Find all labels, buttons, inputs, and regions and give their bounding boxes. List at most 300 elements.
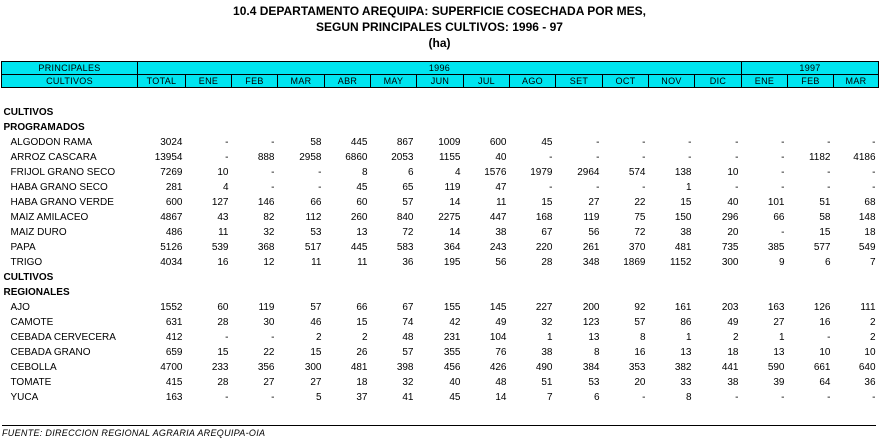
value-cell: 28 <box>217 377 229 388</box>
table-row <box>2 165 879 180</box>
crop-name: AJO <box>10 302 30 313</box>
header-month: MAR <box>278 75 325 88</box>
value-cell: 261 <box>582 242 600 253</box>
value-cell: - <box>271 392 275 403</box>
table-row <box>2 300 879 315</box>
value-cell: 447 <box>489 212 507 223</box>
crop-name: YUCA <box>10 392 39 403</box>
table-row <box>2 225 879 240</box>
value-cell: 57 <box>310 302 322 313</box>
value-cell: 150 <box>674 212 692 223</box>
value-cell: 385 <box>767 242 785 253</box>
value-cell: 2964 <box>577 167 600 178</box>
value-cell: 112 <box>305 212 322 223</box>
value-cell: 27 <box>310 377 322 388</box>
value-cell: - <box>781 137 785 148</box>
table-row <box>2 360 879 375</box>
crop-name: TOMATE <box>10 377 52 388</box>
value-cell: 7269 <box>160 167 183 178</box>
value-cell: 119 <box>258 302 275 313</box>
table-row <box>2 180 879 195</box>
value-cell: - <box>827 332 831 343</box>
value-cell: 364 <box>443 242 461 253</box>
value-cell: 18 <box>727 347 739 358</box>
value-cell: 123 <box>582 317 600 328</box>
value-cell: - <box>872 137 876 148</box>
value-cell: 57 <box>402 347 414 358</box>
value-cell: 4034 <box>160 257 183 268</box>
value-cell: 16 <box>634 347 646 358</box>
value-cell: 18 <box>864 227 876 238</box>
value-cell: 75 <box>634 212 646 223</box>
value-cell: 231 <box>443 332 461 343</box>
header-month: MAR <box>834 75 879 88</box>
value-cell: - <box>225 392 229 403</box>
value-cell: - <box>688 137 692 148</box>
value-cell: 243 <box>489 242 507 253</box>
value-cell: 353 <box>628 362 646 373</box>
crop-name: PAPA <box>10 242 36 253</box>
value-cell: 58 <box>819 212 831 223</box>
header-month: FEB <box>232 75 278 88</box>
value-cell: - <box>781 227 785 238</box>
crop-name: CEBADA GRANO <box>10 347 91 358</box>
header-month: DIC <box>695 75 742 88</box>
table-title-line2: SEGUN PRINCIPALES CULTIVOS: 1996 - 97 <box>316 20 563 34</box>
value-cell: 574 <box>628 167 646 178</box>
table-row <box>2 315 879 330</box>
header-principales: PRINCIPALES <box>2 62 138 75</box>
value-cell: 46 <box>310 317 322 328</box>
value-cell: 296 <box>721 212 739 223</box>
table-row <box>2 255 879 270</box>
value-cell: 4186 <box>853 152 876 163</box>
header-month: OCT <box>603 75 649 88</box>
value-cell: 68 <box>864 197 876 208</box>
value-cell: 20 <box>727 227 739 238</box>
table-row <box>2 240 879 255</box>
value-cell: 13 <box>773 347 785 358</box>
value-cell: 7 <box>546 392 553 403</box>
value-cell: 36 <box>864 377 876 388</box>
value-cell: 32 <box>263 227 275 238</box>
value-cell: - <box>735 392 739 403</box>
value-cell: 355 <box>443 347 461 358</box>
value-cell: 66 <box>310 197 322 208</box>
crop-name: CAMOTE <box>10 317 54 328</box>
crop-name: CEBOLLA <box>10 362 57 373</box>
value-cell: 13954 <box>154 152 183 163</box>
value-cell: 1576 <box>484 167 507 178</box>
table-unit: (ha) <box>428 36 451 50</box>
value-cell: 36 <box>402 257 414 268</box>
value-cell: 15 <box>356 317 368 328</box>
header-cultivos: CULTIVOS <box>2 75 138 88</box>
section-header-row <box>2 285 879 300</box>
table-title-line1: 10.4 DEPARTAMENTO AREQUIPA: SUPERFICIE COSECHADA POR MES, <box>233 4 646 18</box>
value-cell: 203 <box>721 302 739 313</box>
value-cell: 27 <box>588 197 600 208</box>
header-month: ENE <box>742 75 788 88</box>
value-cell: 445 <box>350 137 368 148</box>
value-cell: 7 <box>869 257 876 268</box>
value-cell: 11 <box>357 257 368 268</box>
value-cell: 1152 <box>669 257 692 268</box>
value-cell: 8 <box>593 347 600 358</box>
value-cell: 2275 <box>438 212 461 223</box>
value-cell: - <box>827 392 831 403</box>
header-row-years <box>2 62 879 75</box>
value-cell: 111 <box>860 302 876 313</box>
value-cell: 2958 <box>299 152 322 163</box>
value-cell: - <box>225 152 229 163</box>
value-cell: 22 <box>263 347 275 358</box>
value-cell: 1 <box>546 332 553 343</box>
value-cell: 20 <box>634 377 646 388</box>
value-cell: - <box>781 392 785 403</box>
table-row <box>2 375 879 390</box>
value-cell: 45 <box>449 392 461 403</box>
value-cell: 6 <box>593 392 600 403</box>
header-month: TOTAL <box>138 75 186 88</box>
value-cell: 45 <box>541 137 553 148</box>
table-body <box>2 88 879 406</box>
value-cell: 11 <box>218 227 229 238</box>
value-cell: 281 <box>165 182 183 193</box>
value-cell: 659 <box>165 347 183 358</box>
value-cell: 45 <box>356 182 368 193</box>
value-cell: 38 <box>495 227 507 238</box>
value-cell: 661 <box>813 362 831 373</box>
value-cell: 30 <box>263 317 275 328</box>
header-month: JUL <box>464 75 510 88</box>
crop-name: TRIGO <box>10 257 43 268</box>
value-cell: 12 <box>263 257 275 268</box>
value-cell: 51 <box>541 377 553 388</box>
value-cell: 867 <box>396 137 414 148</box>
value-cell: 3024 <box>160 137 183 148</box>
value-cell: 10 <box>217 167 229 178</box>
value-cell: 60 <box>356 197 368 208</box>
value-cell: 486 <box>165 227 183 238</box>
value-cell: 9 <box>778 257 785 268</box>
value-cell: 43 <box>217 212 229 223</box>
value-cell: 195 <box>443 257 461 268</box>
value-cell: 600 <box>489 137 507 148</box>
value-cell: 426 <box>489 362 507 373</box>
source-note: FUENTE: DIRECCION REGIONAL AGRARIA AREQUIPA-OIA <box>2 425 876 438</box>
value-cell: - <box>271 332 275 343</box>
value-cell: 356 <box>257 362 275 373</box>
value-cell: 398 <box>396 362 414 373</box>
value-cell: - <box>781 152 785 163</box>
value-cell: - <box>596 137 600 148</box>
value-cell: - <box>642 152 646 163</box>
value-cell: 56 <box>495 257 507 268</box>
value-cell: 15 <box>680 197 692 208</box>
value-cell: 119 <box>583 212 600 223</box>
value-cell: 66 <box>773 212 785 223</box>
value-cell: - <box>827 167 831 178</box>
value-cell: 517 <box>304 242 322 253</box>
value-cell: 227 <box>535 302 553 313</box>
header-month: FEB <box>788 75 834 88</box>
value-cell: 58 <box>310 137 322 148</box>
value-cell: 67 <box>402 302 414 313</box>
value-cell: - <box>271 167 275 178</box>
value-cell: - <box>872 167 876 178</box>
value-cell: 368 <box>257 242 275 253</box>
value-cell: 42 <box>449 317 461 328</box>
crop-name: MAIZ DURO <box>10 227 67 238</box>
section-label: CULTIVOS <box>3 272 54 283</box>
value-cell: 441 <box>721 362 739 373</box>
value-cell: 76 <box>495 347 507 358</box>
value-cell: - <box>225 332 229 343</box>
value-cell: 155 <box>443 302 461 313</box>
value-cell: 27 <box>773 317 785 328</box>
value-cell: 1009 <box>438 137 461 148</box>
value-cell: 1 <box>778 332 785 343</box>
value-cell: 18 <box>356 377 368 388</box>
value-cell: 10 <box>864 347 876 358</box>
crop-name: CEBADA CERVECERA <box>10 332 116 343</box>
value-cell: 384 <box>582 362 600 373</box>
value-cell: 38 <box>680 227 692 238</box>
header-month: NOV <box>649 75 695 88</box>
value-cell: 490 <box>535 362 553 373</box>
value-cell: 13 <box>588 332 600 343</box>
value-cell: 64 <box>819 377 831 388</box>
table-row <box>2 390 879 405</box>
value-cell: 27 <box>263 377 275 388</box>
value-cell: 16 <box>217 257 229 268</box>
value-cell: 1 <box>685 332 692 343</box>
value-cell: 5126 <box>160 242 183 253</box>
value-cell: - <box>596 182 600 193</box>
value-cell: 38 <box>541 347 553 358</box>
value-cell: 82 <box>263 212 275 223</box>
value-cell: 456 <box>443 362 461 373</box>
value-cell: - <box>318 167 322 178</box>
value-cell: 10 <box>819 347 831 358</box>
header-year-1997: 1997 <box>742 62 879 75</box>
value-cell: - <box>827 137 831 148</box>
value-cell: - <box>271 182 275 193</box>
value-cell: 72 <box>634 227 646 238</box>
value-cell: 583 <box>396 242 414 253</box>
value-cell: 49 <box>495 317 507 328</box>
value-cell: - <box>735 182 739 193</box>
value-cell: 15 <box>819 227 831 238</box>
header-month: ENE <box>186 75 232 88</box>
value-cell: 168 <box>535 212 553 223</box>
value-cell: 53 <box>588 377 600 388</box>
value-cell: 8 <box>361 167 368 178</box>
value-cell: 445 <box>350 242 368 253</box>
value-cell: 348 <box>582 257 600 268</box>
value-cell: 382 <box>674 362 692 373</box>
value-cell: 101 <box>767 197 785 208</box>
value-cell: 577 <box>813 242 831 253</box>
crop-name: MAIZ AMILACEO <box>10 212 89 223</box>
value-cell: 13 <box>680 347 692 358</box>
value-cell: 1552 <box>160 302 183 313</box>
value-cell: 600 <box>165 197 183 208</box>
value-cell: 4 <box>454 167 461 178</box>
value-cell: 1979 <box>530 167 553 178</box>
value-cell: - <box>735 152 739 163</box>
value-cell: 220 <box>535 242 553 253</box>
table-row <box>2 345 879 360</box>
section-header-row <box>2 105 879 120</box>
value-cell: 13 <box>356 227 368 238</box>
value-cell: 300 <box>721 257 739 268</box>
value-cell: 51 <box>819 197 831 208</box>
value-cell: 40 <box>495 152 507 163</box>
value-cell: 8 <box>639 332 646 343</box>
value-cell: 126 <box>813 302 831 313</box>
value-cell: 4700 <box>160 362 183 373</box>
value-cell: 86 <box>680 317 692 328</box>
spacer-cell <box>2 88 879 106</box>
value-cell: 590 <box>767 362 785 373</box>
value-cell: 840 <box>396 212 414 223</box>
section-header-row <box>2 270 879 285</box>
table-row <box>2 150 879 165</box>
header-month: MAY <box>371 75 417 88</box>
value-cell: 6 <box>407 167 414 178</box>
value-cell: 539 <box>211 242 229 253</box>
value-cell: 163 <box>165 392 183 403</box>
value-cell: 2 <box>315 332 322 343</box>
value-cell: 67 <box>541 227 553 238</box>
value-cell: 10 <box>727 167 739 178</box>
header-month: AGO <box>510 75 556 88</box>
value-cell: 6 <box>824 257 831 268</box>
value-cell: 412 <box>165 332 183 343</box>
value-cell: - <box>872 392 876 403</box>
value-cell: 138 <box>674 167 692 178</box>
value-cell: 735 <box>721 242 739 253</box>
value-cell: 1869 <box>623 257 646 268</box>
crop-name: HABA GRANO VERDE <box>10 197 114 208</box>
value-cell: 22 <box>634 197 646 208</box>
value-cell: 32 <box>541 317 553 328</box>
value-cell: 888 <box>257 152 275 163</box>
value-cell: 260 <box>350 212 368 223</box>
value-cell: 4 <box>222 182 229 193</box>
crop-name: FRIJOL GRANO SECO <box>10 167 116 178</box>
value-cell: 2053 <box>391 152 414 163</box>
value-cell: 415 <box>165 377 183 388</box>
value-cell: - <box>596 152 600 163</box>
value-cell: - <box>688 152 692 163</box>
value-cell: 14 <box>449 197 461 208</box>
table-row <box>2 135 879 150</box>
value-cell: 28 <box>217 317 229 328</box>
value-cell: 2 <box>869 317 876 328</box>
value-cell: 15 <box>541 197 553 208</box>
header-month: SET <box>556 75 603 88</box>
value-cell: - <box>642 137 646 148</box>
value-cell: 5 <box>315 392 322 403</box>
value-cell: - <box>271 137 275 148</box>
value-cell: - <box>781 182 785 193</box>
value-cell: - <box>642 392 646 403</box>
table-row <box>2 195 879 210</box>
header-month: JUN <box>417 75 464 88</box>
value-cell: 33 <box>680 377 692 388</box>
table-row <box>2 330 879 345</box>
section-label: PROGRAMADOS <box>3 122 85 133</box>
value-cell: 1 <box>685 182 692 193</box>
value-cell: 2 <box>361 332 368 343</box>
value-cell: 2 <box>732 332 739 343</box>
value-cell: - <box>735 137 739 148</box>
value-cell: - <box>642 182 646 193</box>
section-label: CULTIVOS <box>3 107 54 118</box>
crop-name: ARROZ CASCARA <box>10 152 97 163</box>
value-cell: 16 <box>819 317 831 328</box>
value-cell: 11 <box>496 197 507 208</box>
value-cell: 300 <box>304 362 322 373</box>
value-cell: 26 <box>356 347 368 358</box>
value-cell: 38 <box>727 377 739 388</box>
header-year-1996: 1996 <box>138 62 742 75</box>
value-cell: 8 <box>685 392 692 403</box>
value-cell: 48 <box>495 377 507 388</box>
value-cell: - <box>781 167 785 178</box>
section-label: REGIONALES <box>3 287 70 298</box>
value-cell: 47 <box>495 182 507 193</box>
value-cell: 32 <box>402 377 414 388</box>
value-cell: 127 <box>211 197 229 208</box>
value-cell: 53 <box>310 227 322 238</box>
value-cell: 41 <box>402 392 414 403</box>
value-cell: 4867 <box>160 212 183 223</box>
value-cell: 233 <box>211 362 229 373</box>
value-cell: 40 <box>727 197 739 208</box>
value-cell: 481 <box>674 242 692 253</box>
header-month: ABR <box>325 75 371 88</box>
value-cell: - <box>549 182 553 193</box>
value-cell: 1182 <box>808 152 831 163</box>
header-row-months <box>2 75 879 88</box>
value-cell: 39 <box>773 377 785 388</box>
value-cell: 6860 <box>345 152 368 163</box>
value-cell: 57 <box>402 197 414 208</box>
crop-name: ALGODON RAMA <box>10 137 93 148</box>
table-row <box>2 210 879 225</box>
value-cell: 631 <box>165 317 183 328</box>
value-cell: 15 <box>310 347 322 358</box>
value-cell: 56 <box>588 227 600 238</box>
value-cell: 148 <box>858 212 876 223</box>
value-cell: 145 <box>489 302 507 313</box>
value-cell: 2 <box>869 332 876 343</box>
value-cell: - <box>318 182 322 193</box>
value-cell: - <box>549 152 553 163</box>
value-cell: 92 <box>634 302 646 313</box>
value-cell: 72 <box>402 227 414 238</box>
value-cell: 66 <box>356 302 368 313</box>
value-cell: 119 <box>444 182 461 193</box>
value-cell: 161 <box>674 302 692 313</box>
value-cell: 15 <box>217 347 229 358</box>
value-cell: 65 <box>402 182 414 193</box>
value-cell: - <box>872 182 876 193</box>
